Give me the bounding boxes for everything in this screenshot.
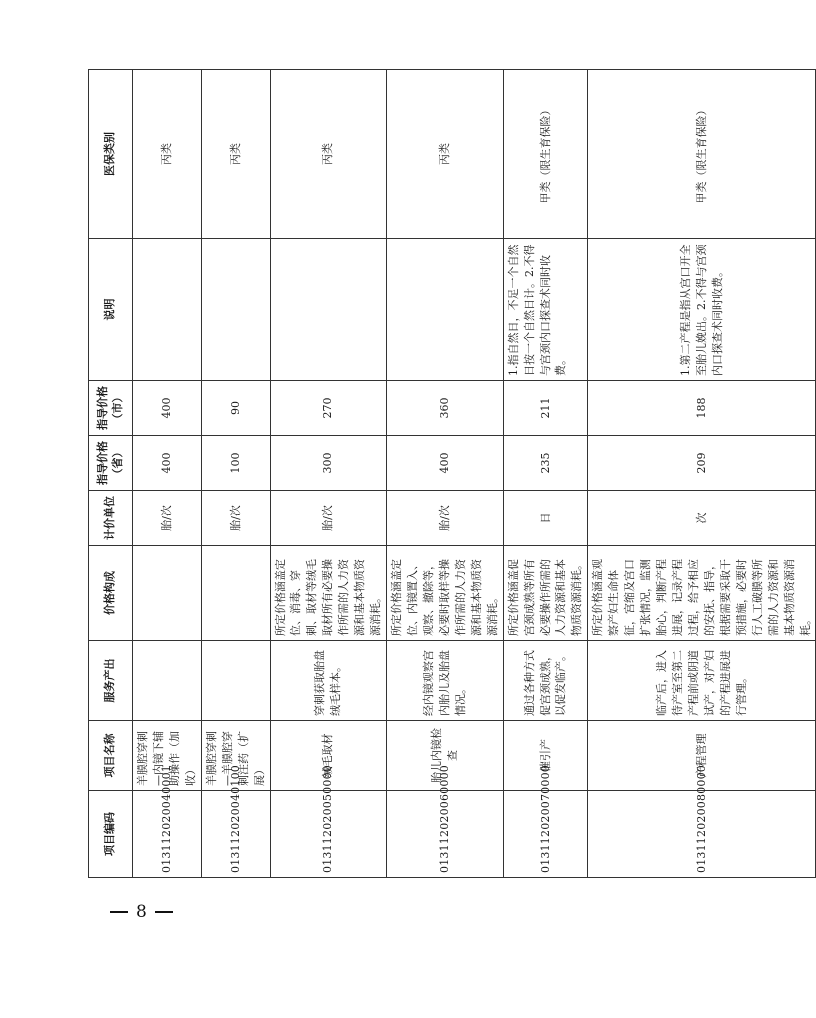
cell-code: 013112020040100 (201, 791, 270, 878)
table-row (133, 70, 202, 878)
header-unit: 计价单位 (89, 491, 133, 546)
cell-unit: 次 (588, 491, 816, 546)
cell-note (201, 239, 270, 381)
cell-output: 穿刺获取胎盘绒毛样本。 (270, 641, 387, 721)
cell-composition: 所定价格涵盖定位、内镜置入、观察、撤除等，必要时取样等操作所需的人力资源和基本物质资源消耗。 (387, 546, 504, 641)
cell-code: 013112020070000 (503, 791, 588, 878)
cell-code: 013112020050000 (270, 791, 387, 878)
header-code: 项目编码 (89, 791, 133, 878)
cell-unit: 胎/次 (201, 491, 270, 546)
header-output: 服务产出 (89, 641, 133, 721)
cell-unit: 胎/次 (387, 491, 504, 546)
cell-composition: 所定价格涵盖观察产妇生命体征，宫缩及宫口扩张情况，监测胎心，判断产程进展，记录产程过程，给予相应的安抚、指导，根据需要采取干预措施，必要时行人工破膜等所需的人力资源和基本物质资源消耗。 (588, 546, 816, 641)
cell-unit: 胎/次 (270, 491, 387, 546)
cell-composition: 所定价格涵盖定位、消毒、穿刺、取材等绒毛取材所有必要操作所需的人力资源和基本物质资源消耗。 (270, 546, 387, 641)
table-row (503, 70, 588, 878)
cell-price-city: 400 (133, 381, 202, 436)
cell-output: 通过各种方式促宫颈成熟，以促发临产。 (503, 641, 588, 721)
header-note: 说明 (89, 239, 133, 381)
cell-name: 绒毛取材 (270, 721, 387, 791)
cell-output: 临产后，进入待产室至第二产程前或阴道试产，对产妇的产程进展进行管理。 (588, 641, 816, 721)
page-number-text: 8 (136, 902, 147, 922)
cell-insurance: 丙类 (133, 70, 202, 239)
cell-name: 胎儿内镜检查 (387, 721, 504, 791)
header-name: 项目名称 (89, 721, 133, 791)
table-row (387, 70, 504, 878)
cell-composition (133, 546, 202, 641)
cell-code: 013112020060000 (387, 791, 504, 878)
cell-insurance: 丙类 (387, 70, 504, 239)
header-composition: 价格构成 (89, 546, 133, 641)
cell-unit: 日 (503, 491, 588, 546)
cell-price-prov: 100 (201, 436, 270, 491)
cell-price-prov: 400 (133, 436, 202, 491)
table-row (588, 70, 816, 878)
price-table (88, 69, 816, 878)
cell-note: 1.第二产程是指从宫口开全至胎儿娩出。2.不得与宫颈内口探查术同时收费。 (588, 239, 816, 381)
cell-insurance: 甲类（限生育保险） (588, 70, 816, 239)
table-header-row (89, 70, 133, 878)
cell-note: 1.指自然日，不足一个自然日按一个自然日计。2.不得与宫颈内口探查术同时收费。 (503, 239, 588, 381)
page-number (110, 900, 200, 924)
header-price-prov: 指导价格（省） (89, 436, 133, 491)
cell-output: 经内镜观察宫内胎儿及胎盘情况。 (387, 641, 504, 721)
page-number-dash-right (155, 911, 173, 913)
cell-name: 催引产 (503, 721, 588, 791)
cell-note (387, 239, 504, 381)
cell-unit: 胎/次 (133, 491, 202, 546)
cell-code: 013112020040001 (133, 791, 202, 878)
cell-price-city: 270 (270, 381, 387, 436)
cell-price-city: 90 (201, 381, 270, 436)
cell-name: 羊膜腔穿刺—内镜下辅助操作（加收） (133, 721, 202, 791)
cell-insurance: 丙类 (270, 70, 387, 239)
cell-insurance: 甲类（限生育保险） (503, 70, 588, 239)
header-price-city: 指导价格（市） (89, 381, 133, 436)
cell-note (133, 239, 202, 381)
cell-note (270, 239, 387, 381)
cell-output (133, 641, 202, 721)
cell-price-city: 188 (588, 381, 816, 436)
cell-price-city: 211 (503, 381, 588, 436)
cell-name: 产程管理 (588, 721, 816, 791)
table-row (201, 70, 270, 878)
page-number-dash-left (110, 911, 128, 913)
cell-output (201, 641, 270, 721)
cell-name: 羊膜腔穿刺—羊膜腔穿刺注药（扩展） (201, 721, 270, 791)
cell-composition: 所定价格涵盖促宫颈成熟等所有必要操作所需的人力资源和基本物质资源消耗。 (503, 546, 588, 641)
cell-price-prov: 300 (270, 436, 387, 491)
cell-price-prov: 400 (387, 436, 504, 491)
cell-insurance: 丙类 (201, 70, 270, 239)
cell-composition (201, 546, 270, 641)
cell-price-prov: 235 (503, 436, 588, 491)
cell-price-prov: 209 (588, 436, 816, 491)
cell-price-city: 360 (387, 381, 504, 436)
header-insurance: 医保类别 (89, 70, 133, 239)
cell-code: 013112020080000 (588, 791, 816, 878)
table-row (270, 70, 387, 878)
